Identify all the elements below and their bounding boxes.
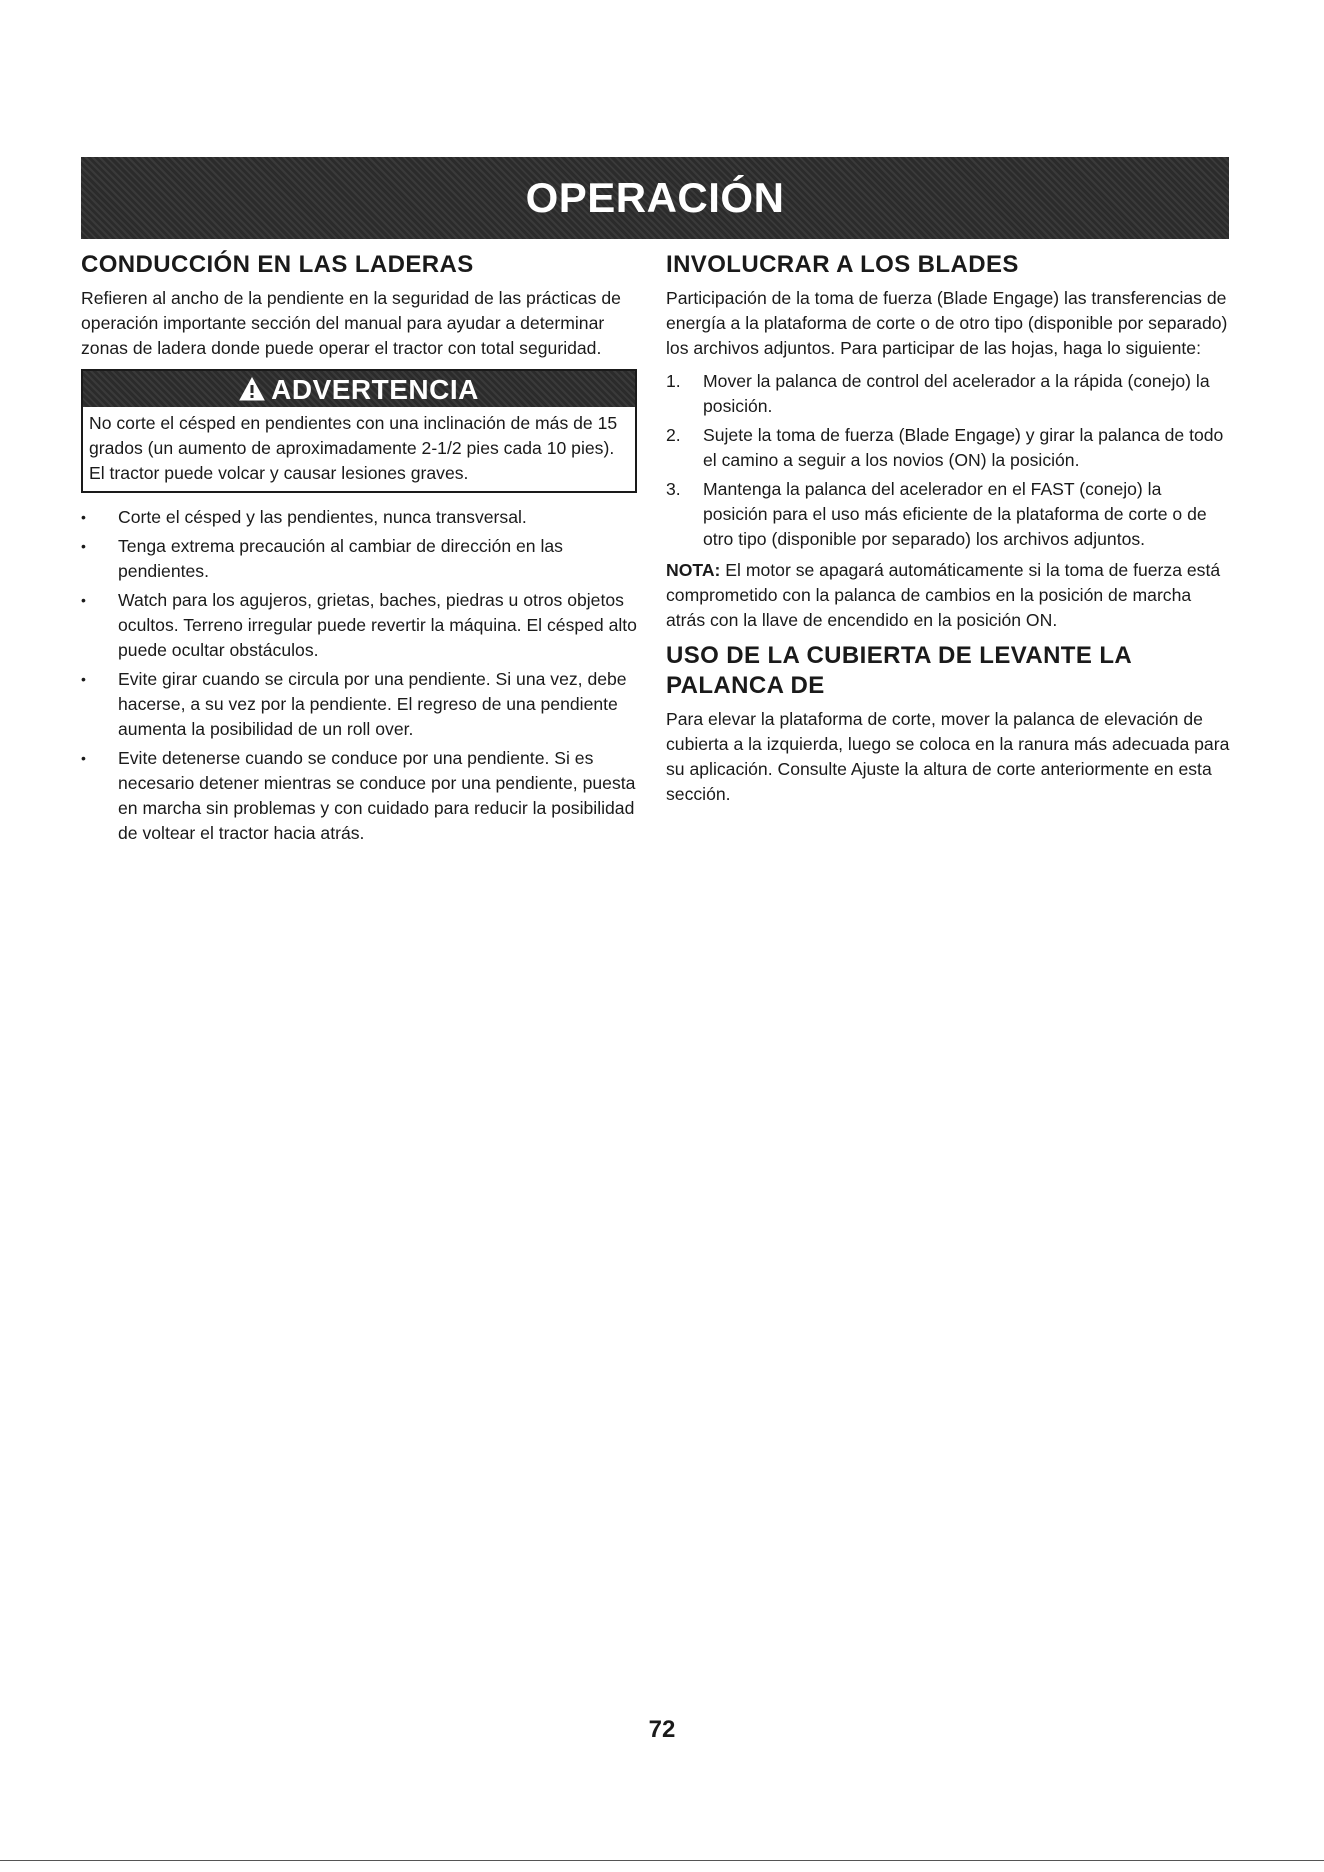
list-item: • Corte el césped y las pendientes, nunca transversal. [81, 505, 637, 530]
page-number: 72 [648, 1716, 676, 1743]
list-item: • Evite detenerse cuando se conduce por una pendiente. Si es necesario detener mientras se conduce por una pendiente, puesta en marcha sin problemas y con cuidado para reducir la posibilidad de voltear el tractor hacia atrás. [81, 746, 637, 846]
left-column [81, 250, 637, 850]
list-item [666, 369, 1230, 419]
step-number: 3. [666, 479, 681, 499]
deck-lift-paragraph: Para elevar la plataforma de corte, mover la palanca de elevación de cubierta a la izquierda, luego se coloca en la ranura más adecuada para su aplicación. Consulte Ajuste la altura de corte anteriormente en esta sección. [666, 709, 1230, 804]
list-item: • Tenga extrema precaución al cambiar de dirección en las pendientes. [81, 534, 637, 584]
list-item: • Watch para los agujeros, grietas, baches, piedras u otros objetos ocultos. Terreno irregular puede revertir la máquina. El césped alto puede ocultar obstáculos. [81, 588, 637, 663]
slopes-bullet-list [81, 505, 637, 846]
step-number: 1. [666, 371, 681, 391]
note-paragraph [666, 558, 1230, 633]
warning-triangle-icon [239, 377, 265, 401]
note-label: NOTA: [666, 560, 721, 580]
heading-blades: INVOLUCRAR A LOS BLADES [666, 251, 1019, 278]
heading-deck-lift: USO DE LA CUBIERTA DE LEVANTE LA PALANCA DE [666, 642, 1132, 699]
warning-header [83, 371, 635, 407]
blades-intro: Participación de la toma de fuerza (Blade Engage) las transferencias de energía a la plataforma de corte o de otro tipo (disponible por separado) los archivos adjuntos. Para participar de las hojas, haga lo siguiente: [666, 288, 1228, 358]
step-text: Mover la palanca de control del acelerador a la rápida (conejo) la posición. [703, 371, 1210, 416]
step-text: Mantenga la palanca del acelerador en el FAST (conejo) la posición para el uso más eficiente de la plataforma de corte o de otro tipo (disponible por separado) los archivos adjuntos. [703, 479, 1207, 549]
section-title: OPERACIÓN [525, 174, 785, 221]
step-text: Sujete la toma de fuerza (Blade Engage) y girar la palanca de todo el camino a seguir a los novios (ON) la posición. [703, 425, 1224, 470]
list-item [666, 477, 1230, 552]
section-banner [81, 157, 1229, 239]
warning-title: ADVERTENCIA [271, 373, 479, 405]
list-item: • Evite girar cuando se circula por una pendiente. Si una vez, debe hacerse, a su vez por la pendiente. El regreso de una pendiente aumenta la posibilidad de un roll over. [81, 667, 637, 742]
blades-steps-list [666, 369, 1230, 552]
heading-slopes: CONDUCCIÓN EN LAS LADERAS [81, 251, 474, 278]
list-item [666, 423, 1230, 473]
slopes-intro: Refieren al ancho de la pendiente en la seguridad de las prácticas de operación importante sección del manual para ayudar a determinar zonas de ladera donde puede operar el tractor con total seguridad. [81, 288, 621, 358]
warning-text: No corte el césped en pendientes con una inclinación de más de 15 grados (un aumento de aproximadamente 2-1/2 pies cada 10 pies). El tractor puede volcar y causar lesiones graves. [89, 413, 618, 483]
warning-box [81, 369, 637, 493]
right-column [666, 250, 1230, 815]
note-text: El motor se apagará automáticamente si la toma de fuerza está comprometido con la palanca de cambios en la posición de marcha atrás con la llave de encendido en la posición ON. [666, 560, 1221, 630]
footer-divider [0, 1860, 1324, 1861]
step-number: 2. [666, 425, 681, 445]
